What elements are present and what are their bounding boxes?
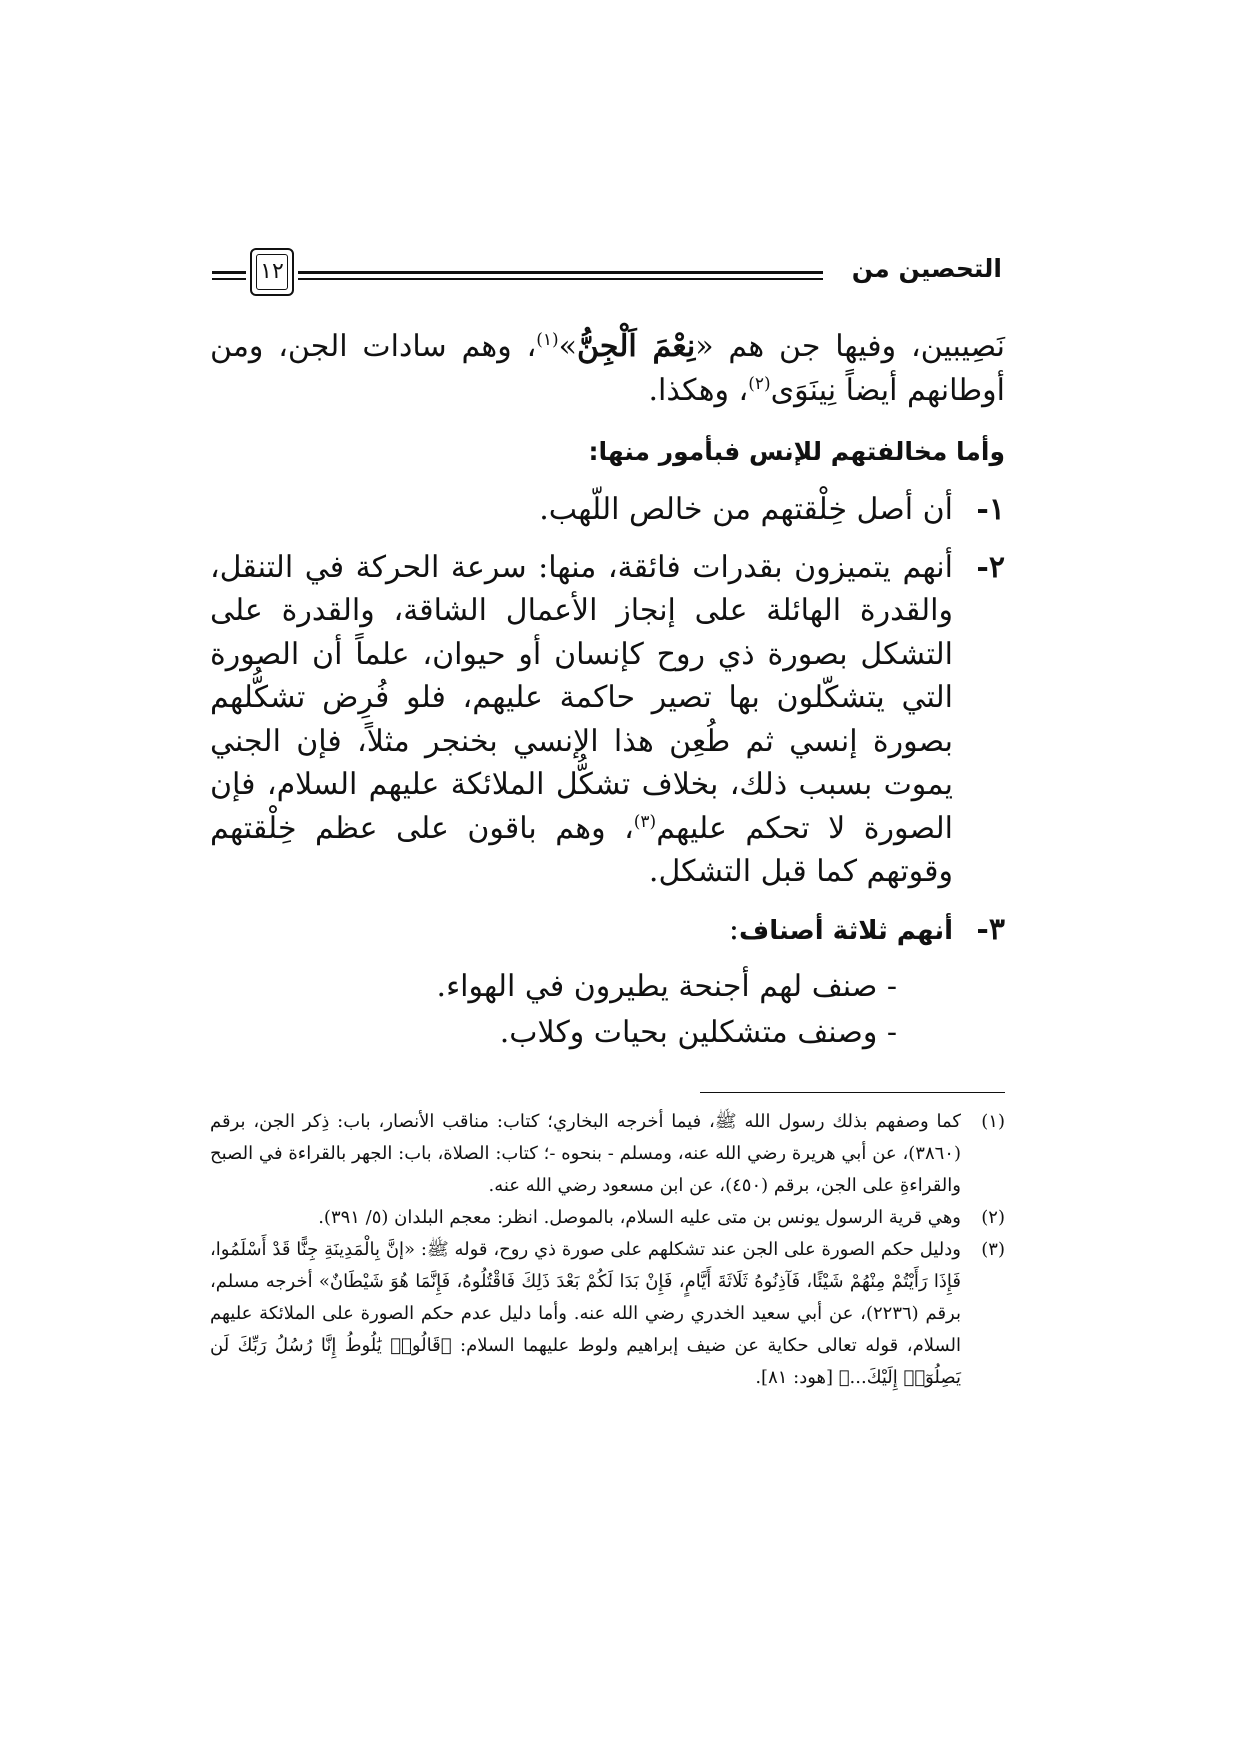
list-item	[210, 488, 1005, 532]
footnote-separator	[700, 1092, 1005, 1093]
footnote-number: (٢)	[981, 1207, 1005, 1229]
footnote	[210, 1106, 1005, 1202]
page-number-frame	[250, 248, 294, 296]
footnote-text: كما وصفهم بذلك رسول الله ﷺ، فيما أخرجه البخاري؛ كتاب: مناقب الأنصار، باب: ذِكر الجن، برقم (٣٨٦٠)، عن أبي هريرة رضي الله عنه، ومسلم - بنحوه -؛ كتاب: الصلاة، باب: الجهر بالقراءة في الصبح والقراءةِ على الجن، برقم (٤٥٠)، عن ابن مسعود رضي الله عنه.	[210, 1111, 961, 1197]
list-item-number: ٢-	[976, 549, 1005, 585]
list-item-text: أن أصل خِلْقتهم من خالص اللّهب.	[539, 492, 953, 528]
list-item-number: ٣-	[976, 911, 1005, 947]
footnote-number: (٣)	[981, 1239, 1005, 1261]
footnote	[210, 1234, 1005, 1394]
list-item-text: أنهم يتميزون بقدرات فائقة، منها: سرعة الحركة في التنقل، والقدرة الهائلة على إنجاز الأعمال الشاقة، والقدرة على التشكل بصورة ذي روح كإنسان أو حيوان، علماً أن الصورة التي يتشكّلون بها تصير حاكمة عليهم، فلو فُرِض تشكُّلهم بصورة إنسي ثم طُعِن هذا الإنسي بخنجر مثلاً، فإن الجني يموت بسبب ذلك، بخلاف تشكُّل الملائكة عليهم السلام، فإن الصورة لا تحكم عليهم	[210, 549, 953, 846]
footnote-number: (١)	[981, 1111, 1005, 1132]
list-item-text-cont: ، وهم باقون على عظم خِلْقتهم وقوتهم كما قبل التشكل.	[210, 810, 953, 890]
header-rule-left	[212, 271, 246, 280]
list-item-text: أنهم ثلاثة أصناف	[739, 915, 953, 946]
list-item-suffix: :	[728, 911, 740, 947]
book-title: التحصين من	[851, 254, 1002, 283]
intro-paragraph	[210, 325, 1005, 412]
footnote-ref-3[interactable]: (٣)	[633, 811, 657, 832]
page-number: ١٢	[260, 259, 284, 284]
footnote-ref-1[interactable]: (١)	[536, 330, 559, 350]
list-item	[210, 546, 1005, 894]
sub-item: - وصنف متشكلين بحيات وكلاب.	[499, 1014, 897, 1050]
intro-text-3: ، وهم سادات الجن، ومن أوطانهم أيضاً نِينَوَى	[210, 329, 1005, 408]
intro-text-1: نَصِيبين، وفيها جن هم «	[695, 329, 1005, 364]
main-text	[210, 325, 1005, 1056]
hadith-quote: نِعْمَ اَلْجِنُّ	[577, 329, 696, 364]
list-item-number: ١-	[976, 492, 1005, 528]
list-item	[210, 908, 1005, 952]
footnote-ref-2[interactable]: (٢)	[748, 373, 771, 394]
footnote	[210, 1202, 1005, 1234]
header-rule-right	[298, 271, 823, 280]
footnote-text: ودليل حكم الصورة على الجن عند تشكلهم على صورة ذي روح، قوله ﷺ: «إنَّ بِالْمَدِينَةِ جِنًّا قَدْ أَسْلَمُوا، فَإِذَا رَأَيْتُمْ مِنْهُمْ شَيْئًا، فَآذِنُوهُ ثَلَاثَةَ أَيَّامٍ، فَإِنْ بَدَا لَكُمْ بَعْدَ ذَلِكَ فَاقْتُلُوهُ، فَإِنَّمَا هُوَ شَيْطَانٌ» أخرجه مسلم، برقم (٢٢٣٦)، عن أبي سعيد الخدري رضي الله عنه. وأما دليل عدم حكم الصورة على الملائكة عليهم السلام، قوله تعالى حكاية عن ضيف إبراهيم ولوط عليهما السلام: ﴿قَالُوا۟ يَٰلُوطُ إِنَّا رُسُلُ رَبِّكَ لَن يَصِلُوٓا۟ إِلَيْكَ...﴾ [هود: ٨١].	[210, 1239, 961, 1389]
intro-text-4: ، وهكذا.	[648, 372, 749, 408]
section-heading: وأما مخالفتهم للإنس فبأمور منها:	[588, 437, 1005, 466]
footnotes	[210, 1106, 1005, 1394]
intro-text-2: »	[558, 329, 578, 364]
running-header	[212, 248, 1002, 298]
sub-item: - صنف لهم أجنحة يطيرون في الهواء.	[436, 969, 897, 1005]
footnote-text: وهي قرية الرسول يونس بن متى عليه السلام، بالموصل. انظر: معجم البلدان (٥/ ٣٩١).	[318, 1207, 961, 1229]
